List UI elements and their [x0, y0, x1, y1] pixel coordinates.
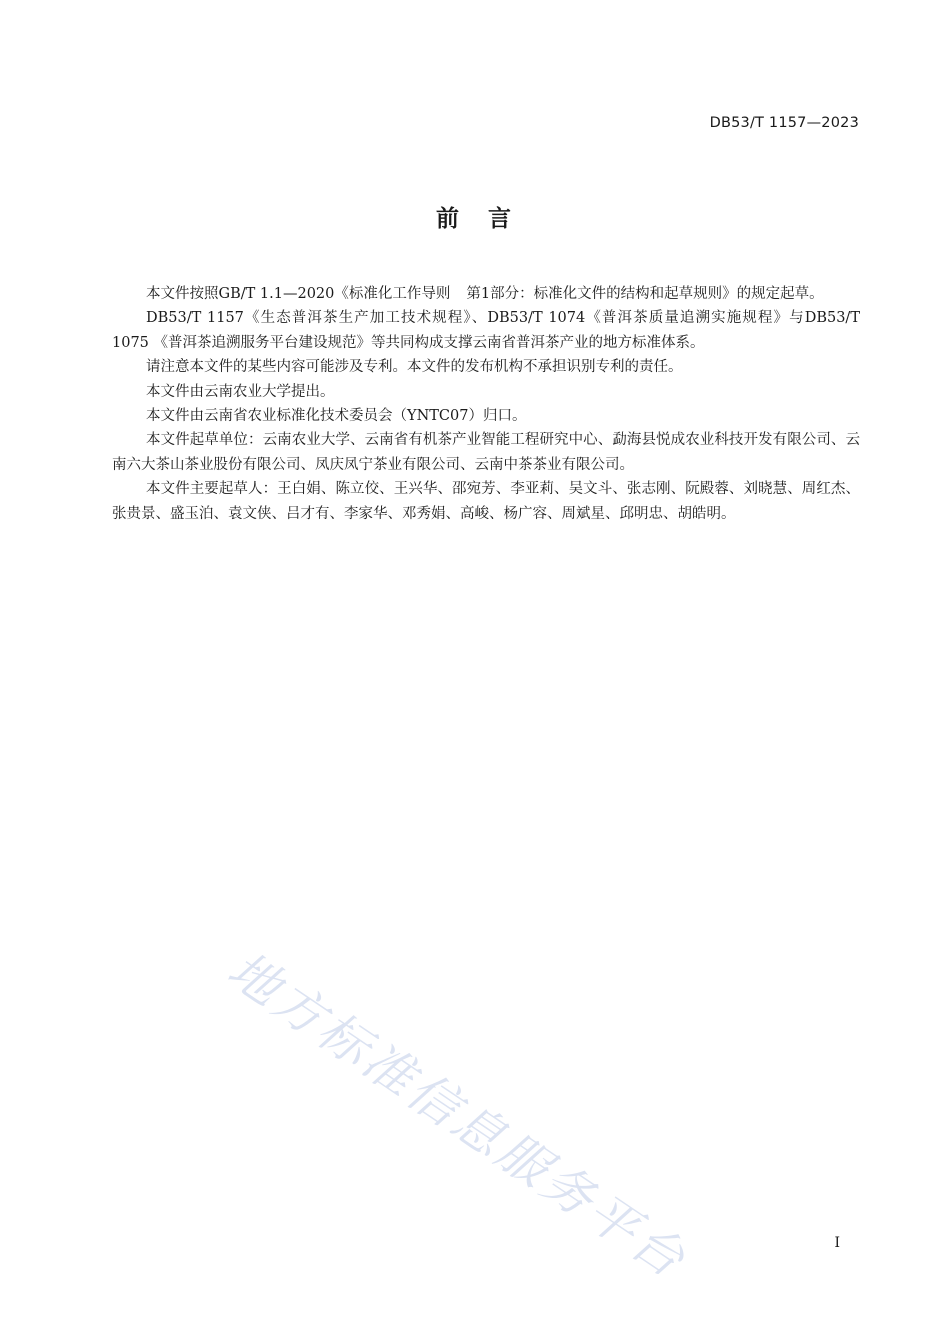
paragraph-drafting-basis: [112, 282, 860, 306]
page-number: I: [834, 1235, 840, 1251]
paragraph-drafters: 本文件主要起草人：王白娟、陈立佼、王兴华、邵宛芳、李亚莉、吴文斗、张志刚、阮殿蓉、刘晓慧、周红杰、张贵景、盛玉泊、袁文侠、吕才有、李家华、邓秀娟、高峻、杨广容、周斌星、邱明忠、胡皓明。: [112, 481, 860, 522]
foreword-body: [112, 282, 860, 526]
paragraph-proposer: 本文件由云南农业大学提出。: [146, 383, 335, 400]
paragraph-standard-system: DB53/T 1157《生态普洱茶生产加工技术规程》、DB53/T 1074《普洱茶质量追溯实施规程》与DB53/T 1075 《普洱茶追溯服务平台建设规范》等共同构成支撑云南省普洱茶产业的地方标准体系。: [112, 310, 860, 351]
paragraph-patent-notice: 请注意本文件的某些内容可能涉及专利。本文件的发布机构不承担识别专利的责任。: [146, 359, 683, 376]
paragraph-administrator: 本文件由云南省农业标准化技术委员会（YNTC07）归口。: [146, 408, 527, 425]
paragraph-drafting-basis-part2: 第1部分：标准化文件的结构和起草规则》的规定起草。: [466, 286, 824, 302]
watermark: 地方标准信息服务平台: [217, 940, 698, 1291]
title-char-2: 言: [488, 206, 514, 232]
title-char-1: 前: [436, 206, 462, 232]
paragraph-drafting-units: 本文件起草单位：云南农业大学、云南省有机茶产业智能工程研究中心、勐海县悦成农业科技开发有限公司、云南六大茶山茶业股份有限公司、凤庆凤宁茶业有限公司、云南中茶茶业有限公司。: [112, 432, 860, 473]
document-code: DB53/T 1157—2023: [709, 115, 859, 131]
page-title: [0, 200, 950, 233]
paragraph-drafting-basis-part1: 本文件按照GB/T 1.1—2020《标准化工作导则: [146, 286, 451, 302]
